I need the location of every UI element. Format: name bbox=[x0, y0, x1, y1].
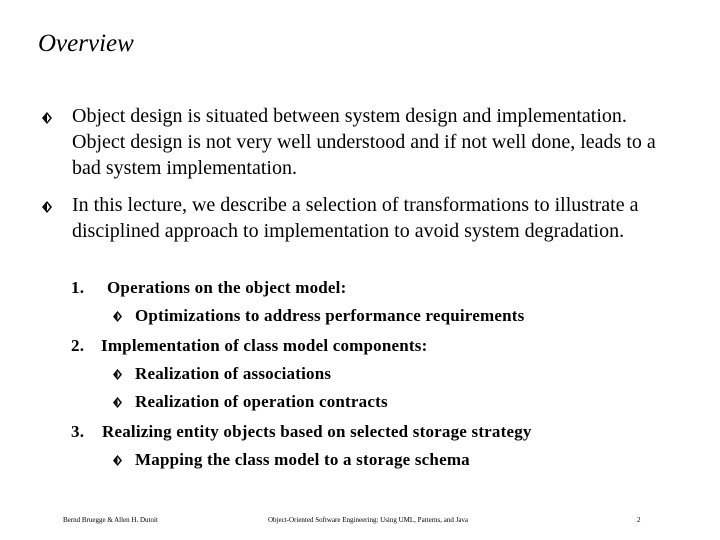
item-number: 2. bbox=[71, 336, 85, 355]
item-label: Realizing entity objects based on selected storage strategy bbox=[102, 422, 532, 441]
diamond-bullet-icon bbox=[113, 455, 122, 466]
diamond-bullet-icon bbox=[113, 311, 122, 322]
diamond-bullet-icon bbox=[42, 112, 52, 124]
footer-authors: Bernd Bruegge & Allen H. Dutoit bbox=[63, 516, 158, 524]
numbered-item bbox=[71, 422, 532, 442]
sub-item-text: Optimizations to address performance requirements bbox=[135, 306, 525, 325]
sub-item-text: Mapping the class model to a storage schema bbox=[135, 450, 470, 469]
diamond-bullet-icon bbox=[113, 397, 122, 408]
footer-book-title: Object-Oriented Software Engineering: Using UML, Patterns, and Java bbox=[268, 516, 469, 524]
numbered-item bbox=[71, 278, 346, 298]
sub-item-text: Realization of associations bbox=[135, 364, 332, 383]
numbered-item bbox=[71, 336, 427, 356]
item-label: Implementation of class model components: bbox=[101, 336, 428, 355]
item-number: 1. bbox=[71, 278, 85, 297]
bullet-text: Object design is situated between system design and implementation. Object design is not very well understood and if not well done, leads to a bad system implementation. bbox=[72, 105, 656, 179]
slide-title: Overview bbox=[38, 30, 134, 57]
diamond-bullet-icon bbox=[113, 369, 122, 380]
footer-page-number: 2 bbox=[637, 516, 641, 524]
sub-item-text: Realization of operation contracts bbox=[135, 392, 388, 411]
bullet-text: In this lecture, we describe a selection of transformations to illustrate a disciplined approach to implementation to avoid system degradation. bbox=[72, 194, 639, 242]
item-number: 3. bbox=[71, 422, 85, 441]
diamond-bullet-icon bbox=[42, 201, 52, 213]
item-label: Operations on the object model: bbox=[107, 278, 347, 297]
